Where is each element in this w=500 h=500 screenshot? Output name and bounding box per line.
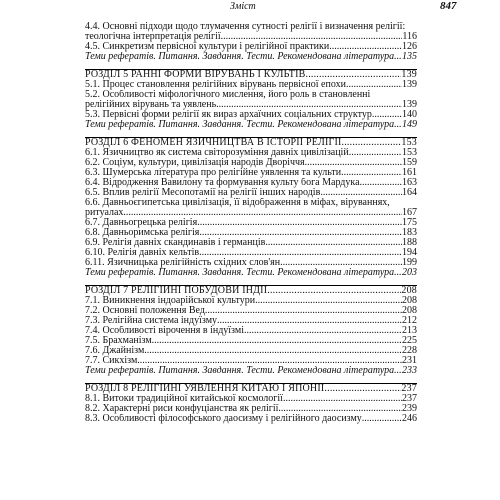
page-ref: 140 bbox=[402, 110, 417, 120]
page-ref: 153 bbox=[402, 148, 417, 158]
page-ref: 213 bbox=[402, 326, 417, 336]
toc-entry: 6.9. Релігія давніх скандинавів і германців ..... 188 bbox=[85, 238, 417, 248]
page-ref: 239 bbox=[402, 404, 417, 414]
toc-entry: 7.1. Виникнення індоарійської культури ..... 208 bbox=[85, 296, 417, 306]
toc-entry: 6.11. Язичницька релігійність східних слов'ян ..... 199 bbox=[85, 258, 417, 268]
toc-section-chapter-7 bbox=[85, 285, 417, 383]
toc-entry: 8.1. Витоки традиційної китайської космології ..... 237 bbox=[85, 394, 417, 404]
toc-entry-resources: Теми рефератів. Питання. Завдання. Тести. Рекомендована література ..... 233 bbox=[85, 366, 417, 376]
page-ref: 212 bbox=[402, 316, 417, 326]
toc-entry: 6.1. Язичництво як система світорозуміння давніх цивілізацій ..... 153 bbox=[85, 148, 417, 158]
toc-entry: 6.4. Відродження Вавилону та формування культу бога Мардука ..... 163 bbox=[85, 178, 417, 188]
toc-chapter-title: РОЗДІЛ 7 РЕЛІГІЙНІ ПОБУДОВИ ІНДІЇ ..... 208 bbox=[85, 286, 417, 296]
toc-entry: 7.6. Джайнізм ..... 228 bbox=[85, 346, 417, 356]
toc-entry: 7.5. Брахманізм ..... 225 bbox=[85, 336, 417, 346]
toc-entry: 6.2. Соціум, культури, цивілізація народів Дворіччя ..... 159 bbox=[85, 158, 417, 168]
toc-entry: релігійних вірувань та уявлень ..... 139 bbox=[85, 100, 417, 110]
toc-entry: 8.3. Особливості філософського даосизму і релігійного даосизму ..... 246 bbox=[85, 414, 417, 424]
page-ref: 225 bbox=[402, 336, 417, 346]
toc-section-chapter-5 bbox=[85, 69, 417, 137]
toc-chapter-title: РОЗДІЛ 8 РЕЛІГІЙНІ УЯВЛЕННЯ КИТАЮ І ЯПОНІЇ ..... 237 bbox=[85, 384, 417, 394]
toc-entry-resources: Теми рефератів. Питання. Завдання. Тести. Рекомендована література ..... 135 bbox=[85, 52, 417, 62]
toc-entry: 6.5. Вплив релігії Месопотамії на релігії інших народів ..... 164 bbox=[85, 188, 417, 198]
page-ref: 149 bbox=[402, 120, 417, 130]
toc-entry: 5.1. Процес становлення релігійних вірувань первісної епохи ..... 139 bbox=[85, 80, 417, 90]
toc-entry: 7.3. Релігійна система індуїзму ..... 212 bbox=[85, 316, 417, 326]
page-ref: 161 bbox=[402, 168, 417, 178]
page-ref: 208 bbox=[402, 296, 417, 306]
page-ref: 126 bbox=[402, 42, 417, 52]
toc-chapter-title: РОЗДІЛ 5 РАННІ ФОРМИ ВІРУВАНЬ І КУЛЬТІВ ..... 139 bbox=[85, 70, 417, 80]
page-ref: 167 bbox=[402, 208, 417, 218]
page-ref: 194 bbox=[402, 248, 417, 258]
toc-entry: ритуалах ..... 167 bbox=[85, 208, 417, 218]
toc-entry: 7.7. Сикхізм ..... 231 bbox=[85, 356, 417, 366]
toc-entry: теологічна інтерпретація релігії ..... 116 bbox=[85, 32, 417, 42]
page-ref: 153 bbox=[401, 138, 417, 148]
toc-entry: 6.6. Давньоєгипетська цивілізація, її відображення в міфах, віруваннях, bbox=[85, 198, 390, 208]
toc-entry: 7.2. Основні положення Вед ..... 208 bbox=[85, 306, 417, 316]
page-ref: 208 bbox=[402, 306, 417, 316]
page-ref: 163 bbox=[402, 178, 417, 188]
page-ref: 237 bbox=[401, 384, 417, 394]
toc-entry: 5.3. Первісні форми релігії як вираз архаїчних соціальних структур ..... 140 bbox=[85, 110, 417, 120]
toc-entry: 6.10. Релігія давніх кельтів ..... 194 bbox=[85, 248, 417, 258]
toc-chapter-title: РОЗДІЛ 6 ФЕНОМЕН ЯЗИЧНИЦТВА В ІСТОРІЇ РЕЛІГІЇ ..... 153 bbox=[85, 138, 417, 148]
page-number: 847 bbox=[440, 0, 457, 12]
page-ref: 246 bbox=[402, 414, 417, 424]
toc-section-chapter-6 bbox=[85, 137, 417, 285]
toc-entry: 5.2. Особливості міфологічного мислення, його роль в становленні bbox=[85, 90, 371, 100]
toc-entry: 6.8. Давньоримська релігія ..... 183 bbox=[85, 228, 417, 238]
page-ref: 208 bbox=[401, 286, 417, 296]
page-ref: 203 bbox=[402, 268, 417, 278]
page-ref: 183 bbox=[402, 228, 417, 238]
table-of-contents bbox=[85, 22, 417, 500]
page-ref: 159 bbox=[402, 158, 417, 168]
toc-entry: 4.4. Основні підходи щодо тлумачення сутності релігії і визначення релігії: bbox=[85, 22, 406, 32]
running-head-title: Зміст bbox=[230, 1, 256, 12]
toc-entry: 6.3. Шумерська література про релігійне уявлення та культи ..... 161 bbox=[85, 168, 417, 178]
toc-entry: 7.4. Особливості вірочення в індуїзмі ..... 213 bbox=[85, 326, 417, 336]
page-header bbox=[0, 0, 500, 14]
page-ref: 164 bbox=[402, 188, 417, 198]
toc-section-chapter-8 bbox=[85, 383, 417, 424]
page-ref: 116 bbox=[402, 32, 417, 42]
page-ref: 135 bbox=[402, 52, 417, 62]
toc-entry-resources: Теми рефератів. Питання. Завдання. Тести. Рекомендована література ..... 149 bbox=[85, 120, 417, 130]
toc-entry-resources: Теми рефератів. Питання. Завдання. Тести. Рекомендована література ..... 203 bbox=[85, 268, 417, 278]
page-ref: 188 bbox=[402, 238, 417, 248]
page-ref: 139 bbox=[402, 80, 417, 90]
toc-entry: 4.5. Синкретизм первісної культури і релігійної практики ..... 126 bbox=[85, 42, 417, 52]
page-ref: 139 bbox=[402, 100, 417, 110]
toc-entry: 6.7. Давньогрецька релігія ..... 175 bbox=[85, 218, 417, 228]
page-ref: 228 bbox=[402, 346, 417, 356]
page-ref: 139 bbox=[401, 70, 417, 80]
page-ref: 175 bbox=[402, 218, 417, 228]
toc-section-chapter-4-end bbox=[85, 22, 417, 69]
page-ref: 231 bbox=[402, 356, 417, 366]
page-ref: 199 bbox=[402, 258, 417, 268]
page-ref: 233 bbox=[402, 366, 417, 376]
page-ref: 237 bbox=[402, 394, 417, 404]
toc-entry: 8.2. Характерні риси конфуціанства як релігії ..... 239 bbox=[85, 404, 417, 414]
